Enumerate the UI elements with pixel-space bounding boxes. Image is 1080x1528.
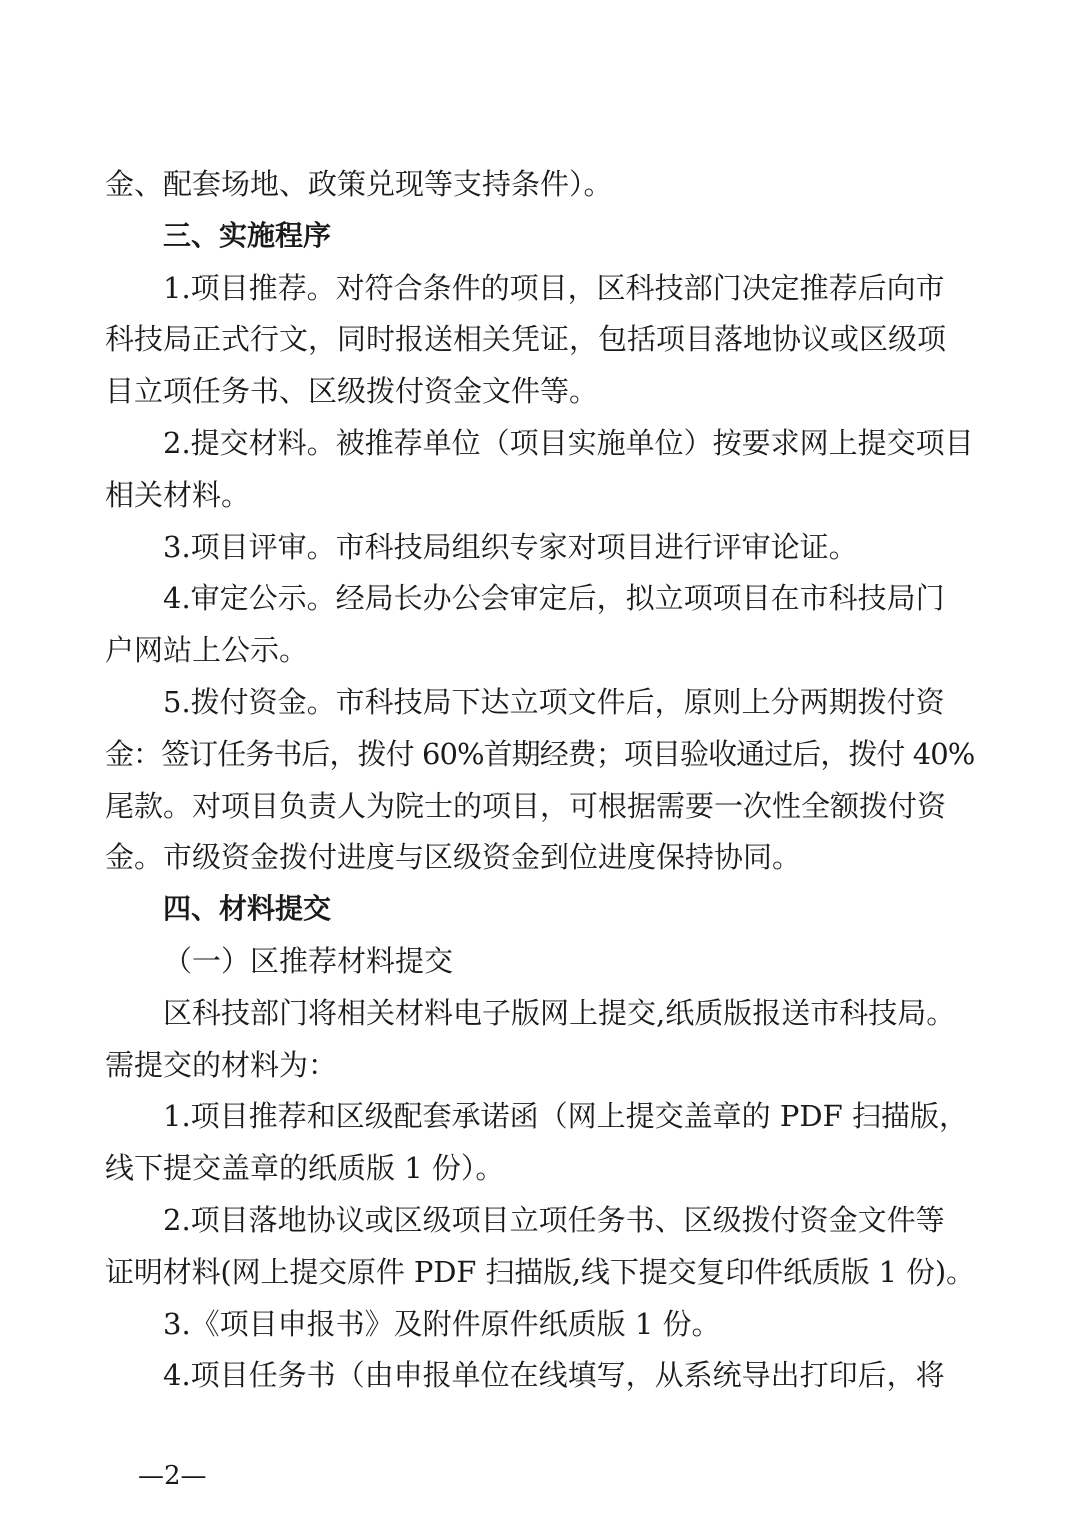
text-line: 1.项目推荐。对符合条件的项目，区科技部门决定推荐后向市 <box>163 270 945 305</box>
text-line: 1.项目推荐和区级配套承诺函（网上提交盖章的 PDF 扫描版， <box>163 1099 968 1134</box>
text-line: 尾款。对项目负责人为院士的项目，可根据需要一次性全额拨付资 <box>105 788 947 823</box>
text-line: 金。市级资金拨付进度与区级资金到位进度保持协同。 <box>105 840 802 875</box>
text-line: 金：签订任务书后，拨付 60%首期经费；项目验收通过后，拨付 40% <box>105 736 975 771</box>
text-line: 3.《项目申报书》及附件原件纸质版 1 份。 <box>163 1306 721 1341</box>
text-line: 3.项目评审。市科技局组织专家对项目进行评审论证。 <box>163 529 858 564</box>
text-line: 科技局正式行文，同时报送相关凭证，包括项目落地协议或区级项 <box>105 322 947 357</box>
text-line: 4.审定公示。经局长办公会审定后，拟立项项目在市科技局门 <box>163 581 945 616</box>
text-line: 证明材料(网上提交原件 PDF 扫描版,线下提交复印件纸质版 1 份)。 <box>105 1254 975 1289</box>
page-number: —2— <box>138 1461 207 1491</box>
text-line: 5.拨付资金。市科技局下达立项文件后，原则上分两期拨付资 <box>163 685 945 719</box>
text-line: 2.提交材料。被推荐单位（项目实施单位）按要求网上提交项目 <box>163 426 974 460</box>
text-line: 需提交的材料为： <box>105 1047 338 1082</box>
text-line: 金、配套场地、政策兑现等支持条件）。 <box>105 167 613 201</box>
section-heading: 三、实施程序 <box>163 218 332 252</box>
text-line: 2.项目落地协议或区级项目立项任务书、区级拨付资金文件等 <box>163 1203 945 1237</box>
text-line: 线下提交盖章的纸质版 1 份）。 <box>105 1151 505 1186</box>
text-line: 户网站上公示。 <box>105 633 309 668</box>
text-line: 区科技部门将相关材料电子版网上提交,纸质版报送市科技局。 <box>163 995 956 1030</box>
text-line: 4.项目任务书（由申报单位在线填写，从系统导出打印后，将 <box>163 1358 945 1393</box>
text-line: 相关材料。 <box>105 477 251 512</box>
subsection-heading: （一）区推荐材料提交 <box>163 944 454 978</box>
text-line: 目立项任务书、区级拨付资金文件等。 <box>105 374 599 409</box>
section-heading: 四、材料提交 <box>163 892 332 926</box>
